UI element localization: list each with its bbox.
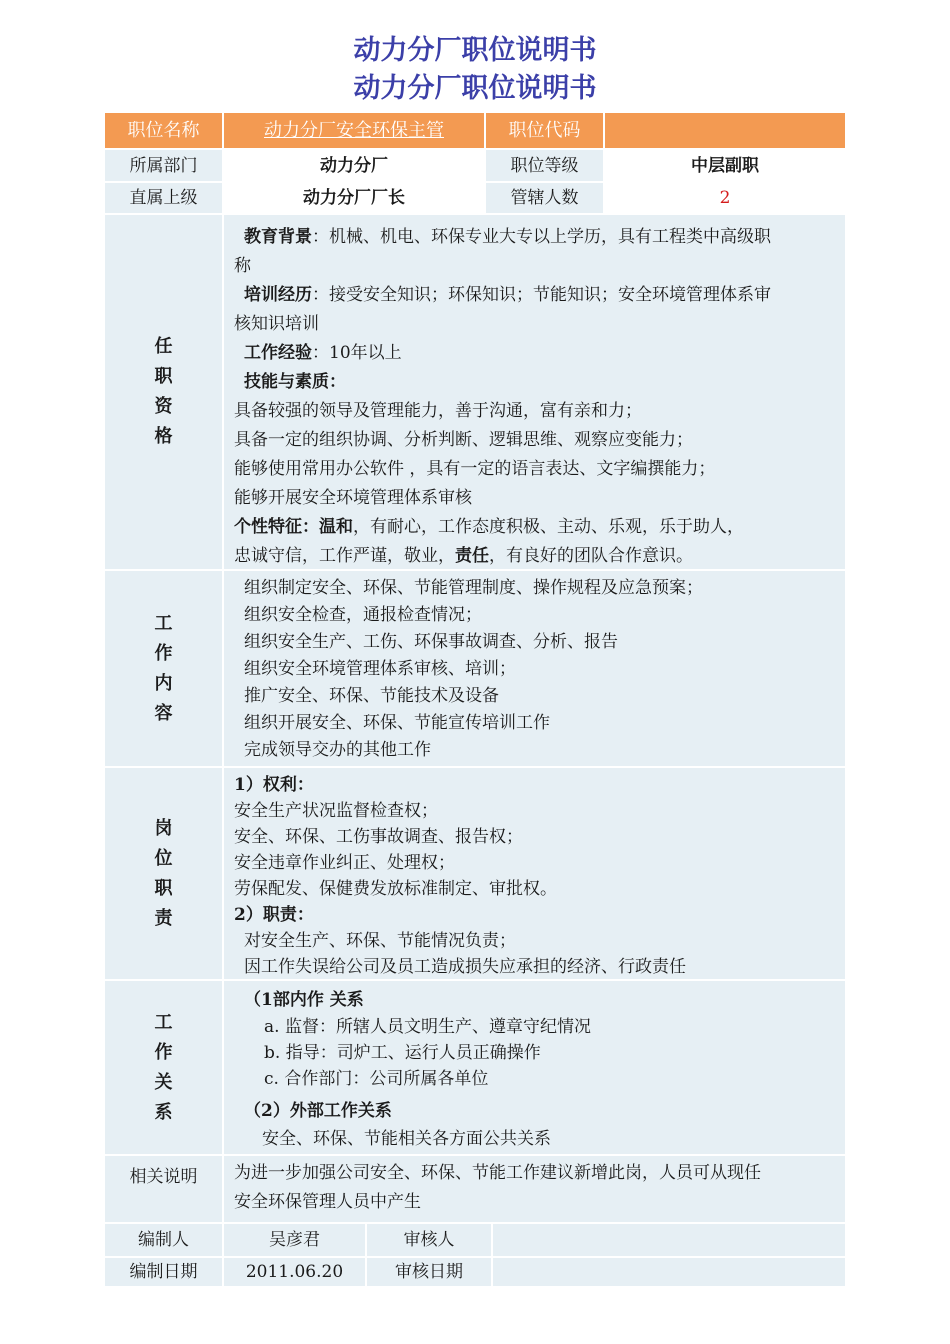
reviewer-value	[491, 1222, 845, 1256]
department-row	[105, 148, 845, 181]
header-row	[105, 113, 845, 148]
date-row	[105, 1256, 845, 1286]
headcount-value: 2	[603, 181, 845, 213]
right-item: 安全生产状况监督检查权；	[234, 801, 438, 821]
relations-content	[222, 979, 845, 1154]
date-value: 2011.06.20	[222, 1256, 365, 1286]
duties-row	[105, 766, 845, 979]
internal-relation-item: b. 指导：司炉工、运行人员正确操作	[264, 1043, 541, 1063]
qualifications-label: 任 职 资 格	[105, 213, 222, 569]
reviewer-label: 审核人	[365, 1222, 491, 1256]
remarks-row	[105, 1154, 845, 1222]
work-item: 组织安全检查，通报检查情况；	[244, 605, 482, 625]
rights-title: 1）权利：	[234, 775, 314, 795]
responsibility-item: 对安全生产、环保、节能情况负责；	[244, 931, 516, 951]
internal-relation-item: a. 监督：所辖人员文明生产、遵章守纪情况	[264, 1017, 591, 1037]
education-line: 教育背景：机械、机电、环保专业大专以上学历，具有工程类中高级职	[244, 227, 771, 247]
department-label: 所属部门	[105, 148, 222, 181]
author-value: 吴彦君	[222, 1222, 365, 1256]
experience-line: 工作经验：10年以上	[244, 343, 402, 363]
position-code-value	[603, 113, 845, 148]
grade-label: 职位等级	[484, 148, 603, 181]
training-line: 培训经历：接受安全知识；环保知识；节能知识；安全环境管理体系审	[244, 285, 771, 305]
grade-value: 中层副职	[603, 148, 845, 181]
right-item: 安全违章作业纠正、处理权；	[234, 853, 455, 873]
personality-line: 个性特征：温和，有耐心，工作态度积极、主动、乐观，乐于助人，	[234, 517, 744, 537]
duties-label: 岗 位 职 责	[105, 766, 222, 979]
headcount-label: 管辖人数	[484, 181, 603, 213]
duties-content	[222, 766, 845, 979]
internal-relation-item: c. 合作部门：公司所属各单位	[264, 1069, 489, 1089]
qualifications-row	[105, 213, 845, 569]
author-label: 编制人	[105, 1222, 222, 1256]
skill-item: 具备一定的组织协调、分析判断、逻辑思维、观察应变能力；	[234, 430, 693, 450]
date-label: 编制日期	[105, 1256, 222, 1286]
work-item: 完成领导交办的其他工作	[244, 740, 431, 760]
document-title-duplicate: 动力分厂职位说明书	[353, 73, 597, 104]
right-item: 劳保配发、保健费发放标准制定、审批权。	[234, 879, 557, 899]
personality-line-2: 忠诚守信，工作严谨，敬业，责任，有良好的团队合作意识。	[234, 546, 693, 566]
author-row	[105, 1222, 845, 1256]
department-value: 动力分厂	[222, 148, 484, 181]
external-relation-item: 安全、环保、节能相关各方面公共关系	[262, 1129, 551, 1149]
remarks-label: 相关说明	[105, 1154, 222, 1222]
work-item: 组织制定安全、环保、节能管理制度、操作规程及应急预案；	[244, 578, 703, 598]
skill-item: 具备较强的领导及管理能力，善于沟通，富有亲和力；	[234, 401, 642, 421]
skill-item: 能够使用常用办公软件 ，具有一定的语言表达、文字编撰能力；	[234, 459, 716, 479]
supervisor-row	[105, 181, 845, 213]
relations-row	[105, 979, 845, 1154]
work-item: 组织开展安全、环保、节能宣传培训工作	[244, 713, 550, 733]
position-code-label: 职位代码	[484, 113, 603, 148]
work-item: 推广安全、环保、节能技术及设备	[244, 686, 499, 706]
work-content-row	[105, 569, 845, 766]
document-title: 动力分厂职位说明书	[353, 35, 597, 66]
supervisor-label: 直属上级	[105, 181, 222, 213]
work-content-label: 工 作 内 容	[105, 569, 222, 766]
review-date-value	[491, 1256, 845, 1286]
work-content-list	[222, 569, 845, 766]
internal-relations-title: （1部内作 关系	[244, 990, 364, 1010]
right-item: 安全、环保、工伤事故调查、报告权；	[234, 827, 523, 847]
responsibilities-title: 2）职责：	[234, 905, 314, 925]
position-name-label: 职位名称	[105, 113, 222, 148]
remarks-content: 为进一步加强公司安全、环保、节能工作建议新增此岗，人员可从现任 安全环保管理人员中产生	[222, 1154, 845, 1222]
work-item: 组织安全环境管理体系审核、培训；	[244, 659, 516, 679]
position-name-text: 动力分厂安全环保主管	[264, 119, 444, 141]
position-name-value	[222, 113, 484, 148]
external-relations-title: （2）外部工作关系	[244, 1101, 392, 1121]
skills-title: 技能与素质：	[244, 372, 346, 392]
work-item: 组织安全生产、工伤、环保事故调查、分析、报告	[244, 632, 618, 652]
review-date-label: 审核日期	[365, 1256, 491, 1286]
skill-item: 能够开展安全环境管理体系审核	[234, 488, 472, 508]
supervisor-value: 动力分厂厂长	[222, 181, 484, 213]
qualifications-content: 教育背景：机械、机电、环保专业大专以上学历，具有工程类中高级职 称 培训经历：接受安全知识；环保知识；节能知识；安全环境管理体系审 核知识培训 工作经验：10年以上 技能与素质： 具备较强的领导及管理能力，善于沟通，富有亲和力； 具备一定的组织协调、分析判断、逻辑思维、观察应变能力； 能够使用常用办公软件 ，具有一定的语言表达、文字编撰能力； 能够开展安全环境管理体系审核 个性特征：温和，有耐心，工作态度积极、主动、乐观，乐于助人， 忠诚守信，工作严谨，敬业，责任，有良好的团队合作意识。	[222, 213, 845, 569]
relations-label: 工 作 关 系	[105, 979, 222, 1154]
responsibility-item: 因工作失误给公司及员工造成损失应承担的经济、行政责任	[244, 957, 686, 977]
